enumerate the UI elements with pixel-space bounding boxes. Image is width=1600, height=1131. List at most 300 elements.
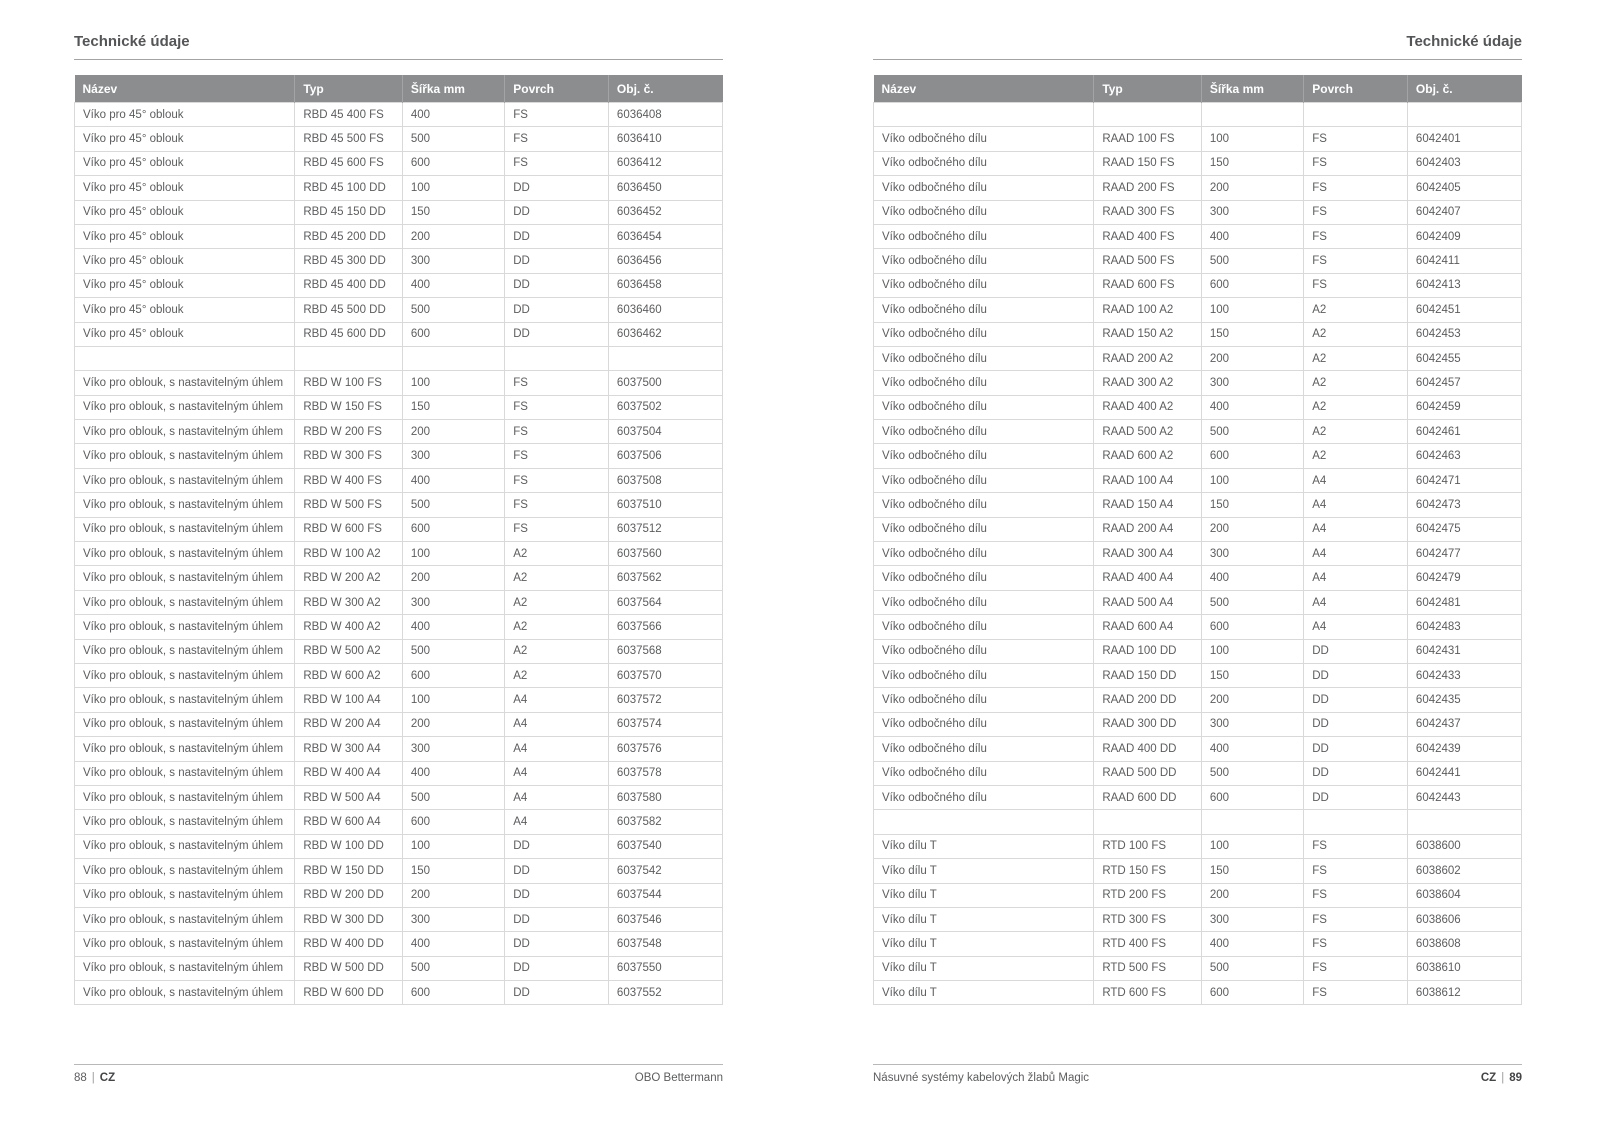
table-cell — [402, 346, 504, 370]
table-cell: 400 — [1201, 932, 1303, 956]
table-cell: RTD 600 FS — [1094, 981, 1202, 1005]
table-row — [874, 151, 1522, 175]
table-cell: A2 — [1304, 346, 1408, 370]
table-cell: Víko pro oblouk, s nastavitelným úhlem — [75, 785, 295, 809]
column-header: Povrch — [1304, 75, 1408, 103]
table-cell: 100 — [1201, 127, 1303, 151]
table-cell: Víko odbočného dílu — [874, 712, 1094, 736]
table-cell: Víko pro 45° oblouk — [75, 322, 295, 346]
table-cell: 6042463 — [1407, 444, 1521, 468]
table-row — [874, 956, 1522, 980]
footer-page-info — [74, 1072, 115, 1084]
table-cell: A2 — [1304, 371, 1408, 395]
table-cell: RBD W 300 FS — [295, 444, 403, 468]
table-cell: Víko pro oblouk, s nastavitelným úhlem — [75, 663, 295, 687]
table-cell: 300 — [402, 737, 504, 761]
table-cell: 6042431 — [1407, 639, 1521, 663]
table-cell: DD — [1304, 785, 1408, 809]
table-cell: 600 — [402, 981, 504, 1005]
footer-page-info — [1481, 1072, 1522, 1084]
table-cell: FS — [1304, 224, 1408, 248]
table-cell: 500 — [402, 956, 504, 980]
table-cell: RBD 45 300 DD — [295, 249, 403, 273]
table-cell: 600 — [1201, 981, 1303, 1005]
table-cell: RBD W 500 FS — [295, 493, 403, 517]
table-cell: Víko pro oblouk, s nastavitelným úhlem — [75, 371, 295, 395]
table-cell: 6038602 — [1407, 859, 1521, 883]
table-cell: Víko pro 45° oblouk — [75, 151, 295, 175]
table-cell: Víko odbočného dílu — [874, 395, 1094, 419]
table-cell — [505, 346, 609, 370]
table-cell: A4 — [1304, 468, 1408, 492]
table-row — [75, 956, 723, 980]
table-cell: 6042477 — [1407, 542, 1521, 566]
table-cell: RAAD 500 A2 — [1094, 420, 1202, 444]
table-cell: Víko pro oblouk, s nastavitelným úhlem — [75, 956, 295, 980]
table-cell: 400 — [402, 468, 504, 492]
table-cell: RTD 500 FS — [1094, 956, 1202, 980]
column-header: Obj. č. — [1407, 75, 1521, 103]
table-row — [75, 151, 723, 175]
table-cell: RAAD 200 A2 — [1094, 346, 1202, 370]
table-cell: 6042455 — [1407, 346, 1521, 370]
table-cell: 6037508 — [608, 468, 722, 492]
table-cell: Víko pro oblouk, s nastavitelným úhlem — [75, 395, 295, 419]
footer-language: CZ — [1480, 1072, 1497, 1084]
table-cell: Víko pro oblouk, s nastavitelným úhlem — [75, 468, 295, 492]
table-cell: RAAD 150 A2 — [1094, 322, 1202, 346]
table-cell: 200 — [1201, 688, 1303, 712]
table-cell: RBD W 100 DD — [295, 834, 403, 858]
table-cell: Víko dílu T — [874, 932, 1094, 956]
table-cell: 400 — [1201, 566, 1303, 590]
table-cell: A4 — [1304, 590, 1408, 614]
table-cell: FS — [1304, 200, 1408, 224]
table-cell: 150 — [402, 200, 504, 224]
table-cell: RAAD 500 FS — [1094, 249, 1202, 273]
table-cell: Víko dílu T — [874, 883, 1094, 907]
table-cell: Víko pro oblouk, s nastavitelným úhlem — [75, 566, 295, 590]
table-cell: Víko pro 45° oblouk — [75, 224, 295, 248]
table-cell: Víko pro oblouk, s nastavitelným úhlem — [75, 420, 295, 444]
table-cell: RAAD 400 A4 — [1094, 566, 1202, 590]
table-cell: FS — [505, 420, 609, 444]
table-cell: Víko odbočného dílu — [874, 371, 1094, 395]
footer-divider — [873, 1064, 1522, 1065]
table-cell: 600 — [1201, 444, 1303, 468]
table-cell: 100 — [402, 371, 504, 395]
table-row — [75, 688, 723, 712]
table-cell: DD — [505, 883, 609, 907]
table-cell: Víko odbočného dílu — [874, 346, 1094, 370]
table-cell: 400 — [1201, 224, 1303, 248]
table-cell: 500 — [402, 127, 504, 151]
table-cell: 300 — [1201, 542, 1303, 566]
table-cell: RAAD 300 A4 — [1094, 542, 1202, 566]
table-cell: FS — [1304, 273, 1408, 297]
table-cell: DD — [1304, 639, 1408, 663]
table-cell: 6036408 — [608, 103, 722, 127]
table-row — [75, 273, 723, 297]
table-row — [75, 468, 723, 492]
table-cell: 6037564 — [608, 590, 722, 614]
table-cell: RBD W 200 DD — [295, 883, 403, 907]
table-cell: RAAD 200 DD — [1094, 688, 1202, 712]
table-cell: Víko odbočného dílu — [874, 273, 1094, 297]
table-cell: Víko pro oblouk, s nastavitelným úhlem — [75, 688, 295, 712]
table-row — [75, 249, 723, 273]
column-header: Typ — [1094, 75, 1202, 103]
table-cell: Víko pro oblouk, s nastavitelným úhlem — [75, 737, 295, 761]
table-cell: FS — [505, 371, 609, 395]
catalog-page-right — [873, 0, 1522, 1131]
table-cell: RBD W 500 A4 — [295, 785, 403, 809]
table-cell: 400 — [402, 932, 504, 956]
table-row — [874, 663, 1522, 687]
table-cell: 6037576 — [608, 737, 722, 761]
table-cell: 200 — [402, 224, 504, 248]
table-cell: 6038610 — [1407, 956, 1521, 980]
table-cell: 100 — [402, 834, 504, 858]
table-cell: 6042475 — [1407, 517, 1521, 541]
table-cell: Víko odbočného dílu — [874, 688, 1094, 712]
table-cell: DD — [1304, 712, 1408, 736]
table-row — [874, 932, 1522, 956]
table-cell: RBD W 300 DD — [295, 907, 403, 931]
table-cell: 6038600 — [1407, 834, 1521, 858]
table-row — [75, 615, 723, 639]
table-cell: RBD 45 150 DD — [295, 200, 403, 224]
table-cell: RBD W 400 A2 — [295, 615, 403, 639]
table-cell: Víko dílu T — [874, 859, 1094, 883]
table-cell: RBD W 500 A2 — [295, 639, 403, 663]
table-cell: 6037506 — [608, 444, 722, 468]
table-cell: RBD W 400 A4 — [295, 761, 403, 785]
table-cell: RAAD 300 FS — [1094, 200, 1202, 224]
table-row — [75, 785, 723, 809]
table-cell: RAAD 100 A2 — [1094, 298, 1202, 322]
table-cell: Víko odbočného dílu — [874, 151, 1094, 175]
table-cell: 6036452 — [608, 200, 722, 224]
footer-description: Násuvné systémy kabelových žlabů Magic — [873, 1072, 1090, 1084]
column-header: Název — [75, 75, 295, 103]
table-cell: RAAD 600 A2 — [1094, 444, 1202, 468]
table-cell: Víko pro oblouk, s nastavitelným úhlem — [75, 493, 295, 517]
table-cell: 6037570 — [608, 663, 722, 687]
page-title: Technické údaje — [74, 33, 190, 50]
table-row — [75, 127, 723, 151]
table-cell: 6042407 — [1407, 200, 1521, 224]
table-cell: FS — [505, 151, 609, 175]
table-cell: FS — [1304, 932, 1408, 956]
table-cell — [1304, 810, 1408, 834]
table-cell: 6042405 — [1407, 176, 1521, 200]
table-cell: Víko pro oblouk, s nastavitelným úhlem — [75, 444, 295, 468]
table-cell: FS — [1304, 127, 1408, 151]
column-header: Typ — [295, 75, 403, 103]
table-cell: 300 — [1201, 200, 1303, 224]
table-cell: 6037542 — [608, 859, 722, 883]
table-cell: FS — [505, 395, 609, 419]
table-cell: 6042437 — [1407, 712, 1521, 736]
table-cell: Víko pro 45° oblouk — [75, 249, 295, 273]
table-row — [75, 590, 723, 614]
table-cell: 300 — [402, 444, 504, 468]
table-row-empty — [874, 810, 1522, 834]
table-cell: Víko pro oblouk, s nastavitelným úhlem — [75, 590, 295, 614]
table-cell: A4 — [1304, 615, 1408, 639]
table-cell: Víko pro 45° oblouk — [75, 103, 295, 127]
table-cell: 6037566 — [608, 615, 722, 639]
table-cell: DD — [505, 224, 609, 248]
table-row — [75, 566, 723, 590]
table-cell — [1201, 810, 1303, 834]
table-cell: DD — [505, 273, 609, 297]
table-cell: Víko odbočného dílu — [874, 249, 1094, 273]
table-cell: 6042457 — [1407, 371, 1521, 395]
table-cell: 150 — [1201, 151, 1303, 175]
table-row — [874, 737, 1522, 761]
table-cell: 600 — [402, 151, 504, 175]
table-cell: RBD W 100 FS — [295, 371, 403, 395]
table-cell: 6038608 — [1407, 932, 1521, 956]
table-cell: 6036458 — [608, 273, 722, 297]
table-row — [75, 639, 723, 663]
table-cell: A4 — [505, 712, 609, 736]
table-cell: Víko pro oblouk, s nastavitelným úhlem — [75, 712, 295, 736]
table-cell: 500 — [1201, 420, 1303, 444]
table-cell: 6042433 — [1407, 663, 1521, 687]
table-cell: 500 — [402, 785, 504, 809]
table-row — [75, 883, 723, 907]
table-cell — [874, 103, 1094, 127]
table-row — [874, 566, 1522, 590]
table-cell: 300 — [402, 249, 504, 273]
table-cell — [75, 346, 295, 370]
table-row — [874, 981, 1522, 1005]
table-cell: 6037504 — [608, 420, 722, 444]
table-cell: Víko pro oblouk, s nastavitelným úhlem — [75, 615, 295, 639]
table-cell: RBD W 600 A4 — [295, 810, 403, 834]
table-cell: 6037512 — [608, 517, 722, 541]
table-cell: RAAD 600 A4 — [1094, 615, 1202, 639]
technical-data-table — [873, 75, 1522, 1005]
table-cell: RAAD 400 DD — [1094, 737, 1202, 761]
table-cell: 500 — [1201, 249, 1303, 273]
table-cell: RAAD 300 DD — [1094, 712, 1202, 736]
table-row — [75, 712, 723, 736]
table-cell: 6037544 — [608, 883, 722, 907]
table-cell: 6036410 — [608, 127, 722, 151]
table-cell: 200 — [402, 420, 504, 444]
table-cell: Víko pro oblouk, s nastavitelným úhlem — [75, 883, 295, 907]
table-cell: FS — [1304, 883, 1408, 907]
table-cell: 600 — [1201, 273, 1303, 297]
technical-data-table — [74, 75, 723, 1005]
table-row — [75, 298, 723, 322]
table-cell: FS — [1304, 956, 1408, 980]
table-cell: RAAD 400 FS — [1094, 224, 1202, 248]
table-cell: DD — [505, 298, 609, 322]
table-cell: 6037582 — [608, 810, 722, 834]
table-cell: A4 — [505, 810, 609, 834]
footer-separator: | — [1501, 1072, 1505, 1084]
table-cell: FS — [505, 468, 609, 492]
table-cell: Víko odbočného dílu — [874, 322, 1094, 346]
table-cell: FS — [1304, 859, 1408, 883]
table-cell: Víko pro oblouk, s nastavitelným úhlem — [75, 542, 295, 566]
table-row — [874, 322, 1522, 346]
table-cell: RBD 45 200 DD — [295, 224, 403, 248]
page-footer — [873, 1072, 1522, 1084]
table-cell: Víko pro 45° oblouk — [75, 298, 295, 322]
table-cell: FS — [1304, 151, 1408, 175]
table-cell — [1407, 103, 1521, 127]
table-cell: RTD 150 FS — [1094, 859, 1202, 883]
table-cell: A2 — [505, 590, 609, 614]
table-row — [75, 322, 723, 346]
table-cell: 6037578 — [608, 761, 722, 785]
table-cell: Víko odbočného dílu — [874, 298, 1094, 322]
table-cell: RBD W 500 DD — [295, 956, 403, 980]
table-cell: 100 — [402, 542, 504, 566]
table-cell: FS — [1304, 907, 1408, 931]
table-cell: 100 — [1201, 298, 1303, 322]
table-row — [874, 907, 1522, 931]
table-cell: 6037550 — [608, 956, 722, 980]
table-cell: Víko odbočného dílu — [874, 493, 1094, 517]
column-header: Šířka mm — [402, 75, 504, 103]
footer-separator: | — [91, 1072, 95, 1084]
table-cell: A2 — [1304, 395, 1408, 419]
table-cell: 6042441 — [1407, 761, 1521, 785]
table-cell: A2 — [505, 542, 609, 566]
table-cell: 6037552 — [608, 981, 722, 1005]
table-cell: 500 — [402, 639, 504, 663]
table-cell: RBD 45 600 FS — [295, 151, 403, 175]
table-cell: DD — [505, 322, 609, 346]
table-row — [874, 859, 1522, 883]
table-cell: 500 — [402, 493, 504, 517]
table-cell: Víko odbočného dílu — [874, 127, 1094, 151]
table-cell: 200 — [1201, 517, 1303, 541]
table-cell: Víko pro oblouk, s nastavitelným úhlem — [75, 810, 295, 834]
table-cell: 6036412 — [608, 151, 722, 175]
table-cell: DD — [505, 200, 609, 224]
table-cell: Víko odbočného dílu — [874, 737, 1094, 761]
table-cell: RBD W 200 A2 — [295, 566, 403, 590]
column-header: Povrch — [505, 75, 609, 103]
table-cell: RBD W 150 DD — [295, 859, 403, 883]
table-cell: 300 — [1201, 371, 1303, 395]
table-cell: Víko odbočného dílu — [874, 542, 1094, 566]
table-cell: 600 — [402, 517, 504, 541]
table-header-row — [75, 75, 723, 103]
table-cell: Víko odbočného dílu — [874, 468, 1094, 492]
table-cell: FS — [1304, 834, 1408, 858]
table-cell: Víko dílu T — [874, 981, 1094, 1005]
table-row — [75, 834, 723, 858]
table-row — [874, 468, 1522, 492]
table-cell: 6042443 — [1407, 785, 1521, 809]
table-cell: 6042439 — [1407, 737, 1521, 761]
table-cell: RBD W 300 A4 — [295, 737, 403, 761]
table-row — [874, 444, 1522, 468]
table-cell: DD — [1304, 688, 1408, 712]
table-cell: 400 — [1201, 395, 1303, 419]
table-cell: A2 — [1304, 298, 1408, 322]
table-row — [874, 712, 1522, 736]
table-cell: DD — [1304, 761, 1408, 785]
table-cell: 100 — [402, 176, 504, 200]
table-cell: RBD 45 600 DD — [295, 322, 403, 346]
table-row — [75, 200, 723, 224]
footer-brand: OBO Bettermann — [634, 1072, 723, 1084]
table-cell: RAAD 150 DD — [1094, 663, 1202, 687]
table-row — [874, 639, 1522, 663]
table-cell: Víko pro oblouk, s nastavitelným úhlem — [75, 639, 295, 663]
table-cell: Víko odbočného dílu — [874, 663, 1094, 687]
table-cell: RTD 100 FS — [1094, 834, 1202, 858]
table-cell: Víko odbočného dílu — [874, 420, 1094, 444]
table-cell: A2 — [505, 566, 609, 590]
table-row — [874, 834, 1522, 858]
table-cell: DD — [505, 859, 609, 883]
table-cell: Víko dílu T — [874, 907, 1094, 931]
table-cell: Víko pro 45° oblouk — [75, 127, 295, 151]
table-row — [874, 615, 1522, 639]
title-divider — [74, 59, 723, 60]
table-cell: RBD W 400 DD — [295, 932, 403, 956]
page-footer — [74, 1072, 723, 1084]
table-cell: Víko odbočného dílu — [874, 785, 1094, 809]
table-cell: 400 — [1201, 737, 1303, 761]
table-cell: A2 — [505, 639, 609, 663]
table-cell: 6042459 — [1407, 395, 1521, 419]
table-cell: 500 — [1201, 956, 1303, 980]
table-cell: DD — [505, 956, 609, 980]
table-cell: DD — [505, 249, 609, 273]
table-cell: A2 — [505, 663, 609, 687]
table-cell: A2 — [1304, 420, 1408, 444]
table-row — [874, 176, 1522, 200]
table-cell: 6036462 — [608, 322, 722, 346]
table-cell: 150 — [1201, 663, 1303, 687]
table-cell: 6038606 — [1407, 907, 1521, 931]
table-row — [874, 688, 1522, 712]
table-cell: DD — [505, 907, 609, 931]
table-cell: Víko dílu T — [874, 956, 1094, 980]
table-cell: 6042461 — [1407, 420, 1521, 444]
table-cell: A4 — [505, 737, 609, 761]
table-row — [75, 663, 723, 687]
table-cell: RAAD 150 FS — [1094, 151, 1202, 175]
table-cell: Víko odbočného dílu — [874, 566, 1094, 590]
table-cell: 200 — [402, 712, 504, 736]
table-cell: A2 — [1304, 322, 1408, 346]
table-cell: FS — [505, 103, 609, 127]
column-header: Název — [874, 75, 1094, 103]
page-title: Technické údaje — [1406, 33, 1522, 50]
table-cell: 400 — [402, 273, 504, 297]
table-row — [874, 542, 1522, 566]
table-cell: RAAD 400 A2 — [1094, 395, 1202, 419]
table-cell: 100 — [1201, 834, 1303, 858]
table-cell: 400 — [402, 761, 504, 785]
table-cell: Víko odbočného dílu — [874, 176, 1094, 200]
table-cell: DD — [505, 176, 609, 200]
table-row — [75, 542, 723, 566]
